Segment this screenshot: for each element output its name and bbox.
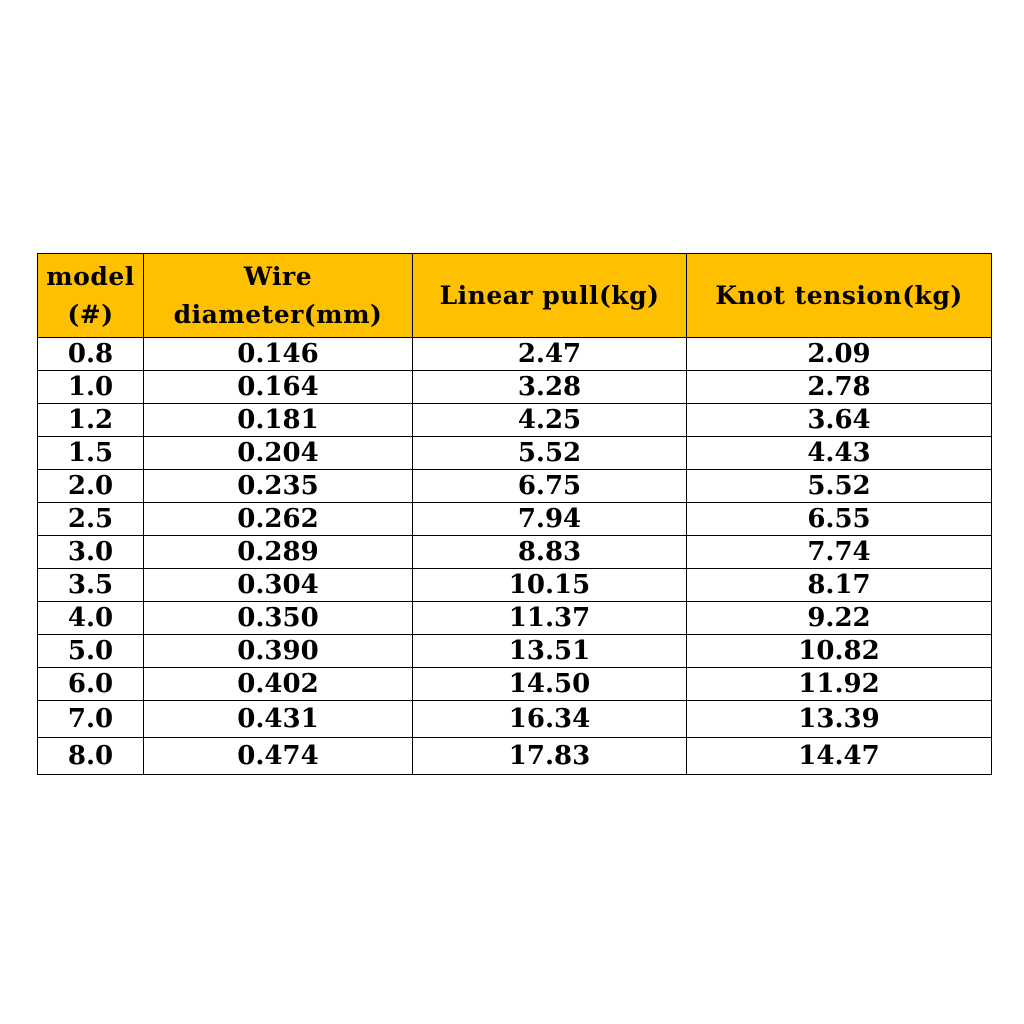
table-row [38, 602, 992, 635]
cell-model: 1.2 [38, 404, 144, 437]
cell-knot-tension: 2.78 [687, 371, 992, 404]
cell-model: 0.8 [38, 338, 144, 371]
table-row [38, 536, 992, 569]
cell-model: 8.0 [38, 738, 144, 775]
header-linear-pull-line-1: Linear pull(kg) [439, 280, 660, 310]
cell-wire-diameter: 0.350 [144, 602, 413, 635]
header-model-line-2: (#) [67, 299, 114, 329]
table-row [38, 738, 992, 775]
cell-model: 6.0 [38, 668, 144, 701]
table-body [38, 338, 992, 775]
cell-model: 2.5 [38, 503, 144, 536]
cell-wire-diameter: 0.146 [144, 338, 413, 371]
cell-linear-pull: 13.51 [413, 635, 687, 668]
cell-linear-pull: 11.37 [413, 602, 687, 635]
cell-wire-diameter: 0.474 [144, 738, 413, 775]
cell-linear-pull: 2.47 [413, 338, 687, 371]
cell-wire-diameter: 0.390 [144, 635, 413, 668]
header-linear-pull [413, 254, 687, 338]
header-wire-diameter-line-2: diameter(mm) [173, 299, 383, 329]
table-row [38, 635, 992, 668]
header-knot-tension-line-1: Knot tension(kg) [715, 280, 963, 310]
table-row [38, 701, 992, 738]
cell-linear-pull: 3.28 [413, 371, 687, 404]
table-row [38, 371, 992, 404]
header-knot-tension [687, 254, 992, 338]
cell-wire-diameter: 0.235 [144, 470, 413, 503]
table-row [38, 404, 992, 437]
cell-knot-tension: 3.64 [687, 404, 992, 437]
cell-model: 5.0 [38, 635, 144, 668]
table-row [38, 668, 992, 701]
cell-knot-tension: 4.43 [687, 437, 992, 470]
cell-model: 3.0 [38, 536, 144, 569]
cell-linear-pull: 7.94 [413, 503, 687, 536]
cell-wire-diameter: 0.164 [144, 371, 413, 404]
table-row [38, 569, 992, 602]
header-model-line-1: model [46, 261, 135, 291]
header-model [38, 254, 144, 338]
cell-wire-diameter: 0.304 [144, 569, 413, 602]
cell-linear-pull: 4.25 [413, 404, 687, 437]
cell-linear-pull: 17.83 [413, 738, 687, 775]
cell-knot-tension: 7.74 [687, 536, 992, 569]
cell-knot-tension: 9.22 [687, 602, 992, 635]
cell-knot-tension: 5.52 [687, 470, 992, 503]
cell-knot-tension: 8.17 [687, 569, 992, 602]
cell-knot-tension: 14.47 [687, 738, 992, 775]
cell-model: 1.0 [38, 371, 144, 404]
cell-wire-diameter: 0.204 [144, 437, 413, 470]
table-row [38, 503, 992, 536]
cell-linear-pull: 14.50 [413, 668, 687, 701]
cell-model: 2.0 [38, 470, 144, 503]
cell-linear-pull: 16.34 [413, 701, 687, 738]
table-row [38, 470, 992, 503]
header-row [38, 254, 992, 338]
header-wire-diameter [144, 254, 413, 338]
cell-knot-tension: 10.82 [687, 635, 992, 668]
cell-knot-tension: 6.55 [687, 503, 992, 536]
cell-model: 4.0 [38, 602, 144, 635]
cell-wire-diameter: 0.289 [144, 536, 413, 569]
cell-knot-tension: 2.09 [687, 338, 992, 371]
table-row [38, 437, 992, 470]
header-wire-diameter-line-1: Wire [243, 261, 313, 291]
cell-wire-diameter: 0.431 [144, 701, 413, 738]
cell-linear-pull: 6.75 [413, 470, 687, 503]
cell-model: 1.5 [38, 437, 144, 470]
cell-wire-diameter: 0.262 [144, 503, 413, 536]
cell-knot-tension: 13.39 [687, 701, 992, 738]
cell-model: 3.5 [38, 569, 144, 602]
cell-linear-pull: 8.83 [413, 536, 687, 569]
cell-linear-pull: 5.52 [413, 437, 687, 470]
cell-linear-pull: 10.15 [413, 569, 687, 602]
spec-table [37, 253, 992, 775]
cell-model: 7.0 [38, 701, 144, 738]
cell-wire-diameter: 0.402 [144, 668, 413, 701]
cell-knot-tension: 11.92 [687, 668, 992, 701]
table-row [38, 338, 992, 371]
cell-wire-diameter: 0.181 [144, 404, 413, 437]
